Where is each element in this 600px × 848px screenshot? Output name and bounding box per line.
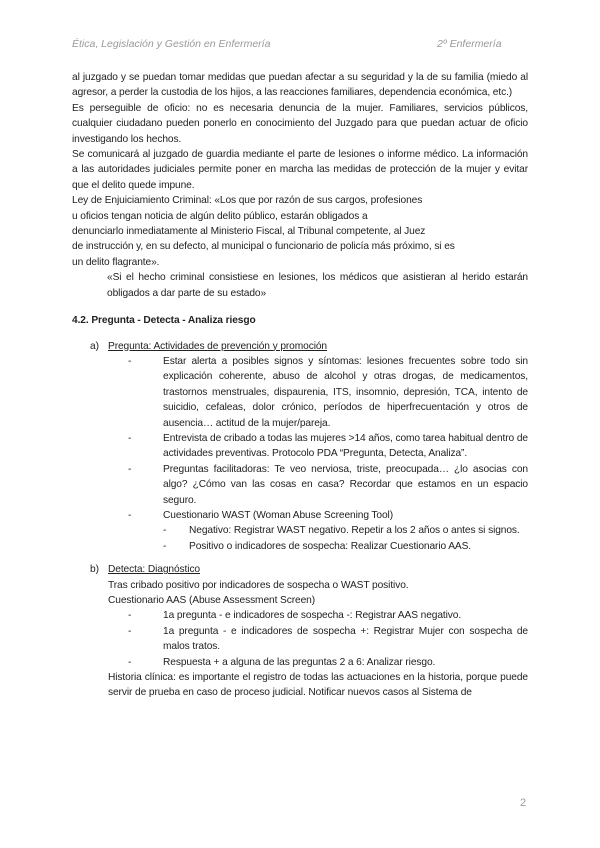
section-title: 4.2. Pregunta - Detecta - Analiza riesgo [72,315,256,327]
screening-line: Tras cribado positivo por indicadores de sospecha o WAST positivo. [108,579,409,591]
list-item: - Preguntas facilitadoras: Te veo nerviosa, triste, preocupada… ¿lo asocias con algo? ¿Cómo van las cosas en casa? Recordar que estamos en un espacio seguro. [128,462,528,508]
page-content [72,70,528,701]
page-header [72,38,528,54]
subsection-title: Detecta: Diagnóstico [108,564,201,576]
list-item [128,508,528,554]
paragraph-fear-reasons: al juzgado y se puedan tomar medidas que puedan afectar a su seguridad y la de su familia (miedo al agresor, a perder la custodia de los hijos, a las reacciones familiares, dependencia económica, etc.) [72,72,528,99]
law-line: denunciarlo inmediatamente al Ministerio Fiscal, al Tribunal competente, al Juez [72,226,426,238]
list-item: - Negativo: Registrar WAST negativo. Repetir a los 2 años o antes si signos. [163,523,528,538]
law-line: un delito flagrante». [72,256,160,268]
header-course-year: 2º Enfermería [437,38,502,50]
subsection-title: Pregunta: Actividades de prevención y promoción [108,340,327,352]
aas-results-list [108,608,528,670]
list-item: - Positivo o indicadores de sospecha: Realizar Cuestionario AAS. [163,539,528,554]
law-line: Ley de Enjuiciamiento Criminal: «Los que por razón de sus cargos, profesiones [72,195,423,207]
subsection-marker: b) [90,564,99,576]
list-item-text: Cuestionario WAST (Woman Abuse Screening Tool) [163,509,394,521]
prevention-list [108,354,528,554]
quote-doctors-obligation: «Si el hecho criminal consistiese en lesiones, los médicos que asistieran al herido estarán obligados a dar parte de su estado» [107,272,528,299]
list-item: - 1a pregunta - e indicadores de sospecha -: Registrar AAS negativo. [128,608,528,623]
law-line: u oficios tengan noticia de algún delito público, estarán obligados a [72,210,368,222]
clinical-history-paragraph: Historia clínica: es importante el registro de todas las actuaciones en la historia, porque puede servir de prueba en caso de proceso judicial. Notificar nuevos casos al Sistema de [108,672,528,699]
wast-results-list [163,523,528,554]
law-citation [72,193,528,270]
header-course-title: Ética, Legislación y Gestión en Enfermería [72,38,271,50]
list-item: - Entrevista de cribado a todas las mujeres >14 años, como tarea habitual dentro de actividades preventivas. Protocolo PDA “Pregunta, Detecta, Analiza”. [128,431,528,462]
law-line: de instrucción y, en su defecto, al municipal o funcionario de policía más próximo, si es [72,241,455,253]
subsection-b [72,562,528,701]
paragraph-court-communication: Se comunicará al juzgado de guardia mediante el parte de lesiones o informe médico. La información a las autoridades judiciales permite poner en marcha las medidas de protección de la mujer y evitar que el delito quede impune. [72,149,528,191]
list-item: - Respuesta + a alguna de las preguntas 2 a 6: Analizar riesgo. [128,655,528,670]
list-item: - 1a pregunta - e indicadores de sospecha +: Registrar Mujer con sospecha de malos tratos. [128,624,528,655]
list-item: - Estar alerta a posibles signos y síntomas: lesiones frecuentes sobre todo sin explicación coherente, abuso de alcohol y otras drogas, de medicamentos, trastornos menstruales, dispaurenia, ITS, insomnio, depresión, TCA, intento de suicidio, cefaleas, dolor crónico, períodos de hiperfrecuentación y otros de ausencia… actitud de la mujer/pareja. [128,354,528,431]
aas-title-line: Cuestionario AAS (Abuse Assessment Screen) [108,595,316,606]
paragraph-ex-officio: Es perseguible de oficio: no es necesaria denuncia de la mujer. Familiares, servicios públicos, cualquier ciudadano pueden ponerlo en conocimiento del Juzgado para que puedan actuar de oficio investigando los hechos. [72,102,528,145]
subsection-a [72,339,528,555]
subsection-marker: a) [90,340,99,352]
page-number: 2 [520,797,527,809]
